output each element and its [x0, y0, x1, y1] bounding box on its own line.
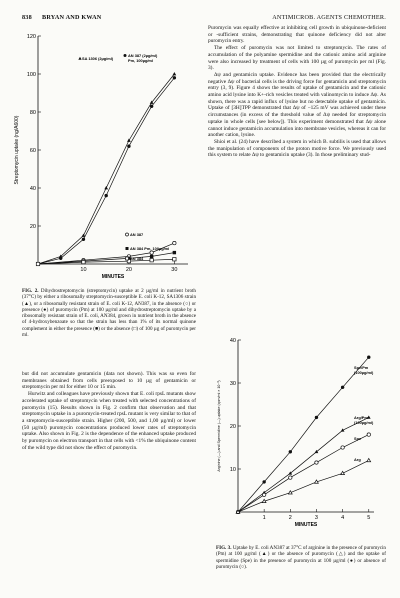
paragraph: Shioi et al. (24) have described a system in which B. subtilis is used that allows the manipulation of components of the proton motive force. We previously used this system to relate Δψ to gentamicin uptake (3). In those preliminary stud- [208, 138, 386, 159]
data-point [173, 76, 176, 79]
page-number: 838 [22, 14, 32, 21]
series-label: AN 384 [130, 256, 144, 261]
figure-3-caption-text: Uptake by E. coli AN387 at 37°C of arginine in the presence of puromycin (Pm) at 100 µg/ml (▲) or the absence of puromycin (△) and the uptake of spermidine (Spe) in the presence of puromycin at 100 µg/ml (●) or absence of puromycin (○). [216, 545, 386, 570]
y-tick-label: 120 [26, 34, 36, 40]
y-tick-label: 80 [29, 110, 36, 116]
series-label: Spe/Pm [354, 365, 369, 370]
paragraph: Δψ and gentamicin uptake. Evidence has been provided that the electrically negative Δψ of bacterial cells is the driving force for gentamicin and streptomycin entry (3, 9). Figure 4 shows the results of uptake of gentamicin and the cationic amino acid lysine into K+-rich vesicles treated with valinomycin to induce Δψ. As shown, there was a rapid influx of lysine but no detectable uptake of gentamicin. Uptake of [3H]TPP demonstrated that Δψ of −125 mV was achieved under these circumstances (in excess of the threshold value of Δψ needed for streptomycin uptake in whole cells [see below]). This experiment demonstrated that Δψ alone cannot induce gentamicin accumulation into membrane vesicles, whereas it can for another cation, lysine. [208, 71, 386, 139]
figure-3-label: FIG. 3. [216, 545, 232, 551]
data-point [150, 251, 153, 254]
y-tick-label: 30 [229, 381, 236, 387]
y-tick-label: 20 [229, 424, 236, 430]
data-point [341, 386, 344, 389]
y-tick-label: 10 [229, 467, 236, 473]
x-tick-label: 3 [314, 515, 318, 521]
data-point [104, 194, 107, 197]
figure-3-chart [208, 318, 388, 543]
x-tick-label: 30 [171, 267, 178, 273]
data-point [341, 446, 344, 449]
data-point [315, 461, 318, 464]
paragraph: The effect of puromycin was not limited to streptomycin. The rates of accumulation of the polyamine spermidine and the cationic amino acid arginine were also increased by treatment of cells with 100 µg of puromycin per ml (Fig. 3). [208, 45, 386, 72]
data-point [150, 259, 153, 262]
data-point [59, 257, 62, 260]
series-label: (100µg/ml) [354, 420, 374, 425]
series-line [238, 357, 369, 512]
x-axis-label: MINUTES [294, 522, 318, 528]
series-label: SA 1306 (2µg/ml) [82, 56, 114, 61]
data-point [262, 499, 266, 502]
series-line [38, 78, 174, 264]
series-label: Arg/Pm [354, 415, 368, 420]
series-line [38, 74, 174, 264]
data-point [288, 491, 292, 494]
data-point [172, 72, 176, 75]
paragraph: but did not accumulate gentamicin (data not shown). This was so even for membranes obtained from cells preexposed to 10 µg of gentamicin or streptomycin per ml for either 10 or 15 min. [22, 371, 196, 391]
y-tick-label: 40 [229, 338, 236, 344]
left-column-body [22, 371, 196, 451]
data-point [150, 255, 153, 258]
x-tick-label: 1 [262, 515, 266, 521]
x-axis-label: MINUTES [101, 274, 125, 280]
data-point [173, 258, 176, 261]
series-label: AN 387 (2µg/ml) [128, 53, 158, 58]
series-label: Pm, 100µg/ml [128, 58, 153, 63]
running-header [22, 14, 386, 24]
x-tick-label: 5 [367, 515, 371, 521]
series-label: AN 384 Pm, 100µg/ml [130, 246, 170, 251]
y-axis-label: Arginine (—) and Spermidine (—) uptake (cpm/ml × 10⁻³) [217, 380, 221, 472]
paragraph: Puromycin was equally effective at inhibiting cell growth in ubiquinone-deficient or -sufficient strains, demonstrating that quinone deficiency did not alter puromycin entry. [208, 25, 386, 45]
data-point [367, 356, 370, 359]
x-tick-label: 10 [80, 267, 87, 273]
series-label: Spe [354, 436, 362, 441]
running-authors: BRYAN AND KWAN [42, 14, 102, 21]
data-point [104, 186, 108, 189]
data-point [173, 251, 176, 254]
series-line [238, 435, 369, 512]
y-tick-label: 100 [26, 72, 36, 78]
data-point [341, 471, 345, 474]
data-point [315, 416, 318, 419]
y-tick-label: 20 [29, 224, 36, 230]
data-point [150, 105, 153, 108]
series-label: (100µg/ml) [354, 370, 374, 375]
data-point [124, 54, 127, 57]
data-point [367, 433, 370, 436]
paragraph: Hurwitz and colleagues have previously shown that E. coli rpsL mutants show accelerated uptake of streptomycin when treated with selected concentrations of puromycin (15). Results shown in Fig. 2 confirm that observation and that streptomycin uptake in a puromycin-treated rpsL mutant is very similar to that of a streptomycin-susceptible strain. Higher (200, 500, and 1,00 µg/ml) or lower (50 µg/ml) puromycin concentrations produced lower rates of streptomycin uptake. Also shown in Fig. 2 is the dependence of the enhanced uptake produced by puromycin on electron transport in that cells with <1% the ubiquinone content of the wild type did not show the effect of puromycin. [22, 391, 196, 451]
figure-2-label: FIG. 2. [22, 288, 39, 294]
data-point [126, 233, 129, 236]
data-point [262, 480, 265, 483]
data-point [127, 145, 130, 148]
data-point [367, 458, 371, 461]
figure-3-caption [216, 545, 386, 570]
data-point [127, 139, 131, 142]
figure-2-caption [22, 288, 196, 338]
data-point [126, 257, 129, 260]
series-label: Arg [354, 457, 361, 462]
x-tick-label: 4 [341, 515, 345, 521]
data-point [262, 493, 265, 496]
data-point [36, 262, 39, 265]
series-line [238, 417, 369, 512]
x-tick-label: 20 [125, 267, 132, 273]
y-tick-label: 40 [29, 186, 36, 192]
data-point [289, 476, 292, 479]
data-point [173, 241, 176, 244]
data-point [289, 450, 292, 453]
journal-name: ANTIMICROB. AGENTS CHEMOTHER. [272, 14, 386, 21]
series-label: AN 387 [130, 232, 144, 237]
figure-2-caption-text: Dihydrostreptomycin (streptomycin) uptake at 2 µg/ml in nutrient broth (37°C) by either a ribosomally streptomycin-susceptible E. coli K-12, SA1306 strain (▲), or a ribosomally resistant strain of E. coli K-12, AN387, in the absence (○) or presence (●) of puromycin (Pm) at 100 µg/ml and dihydrostreptomycin uptake by a ribosomally resistant strain of E. coli, AN384, grown in nutrient broth in the absence of 4-hydroxybenzoate so that the strain has less than 1% of its normal quinone complement in either the presence (■) or the absence (□) of 100 µg of puromycin per ml. [22, 288, 196, 339]
data-point [82, 260, 85, 263]
y-tick-label: 60 [29, 148, 36, 154]
y-axis-label: Streptomycin uptake (ng/A600) [14, 115, 20, 185]
series-line [238, 460, 369, 512]
figure-2-chart [10, 28, 198, 284]
right-column-body [208, 25, 386, 159]
data-point [126, 247, 129, 250]
data-point [315, 480, 319, 483]
data-point [82, 238, 85, 241]
x-tick-label: 2 [288, 515, 292, 521]
